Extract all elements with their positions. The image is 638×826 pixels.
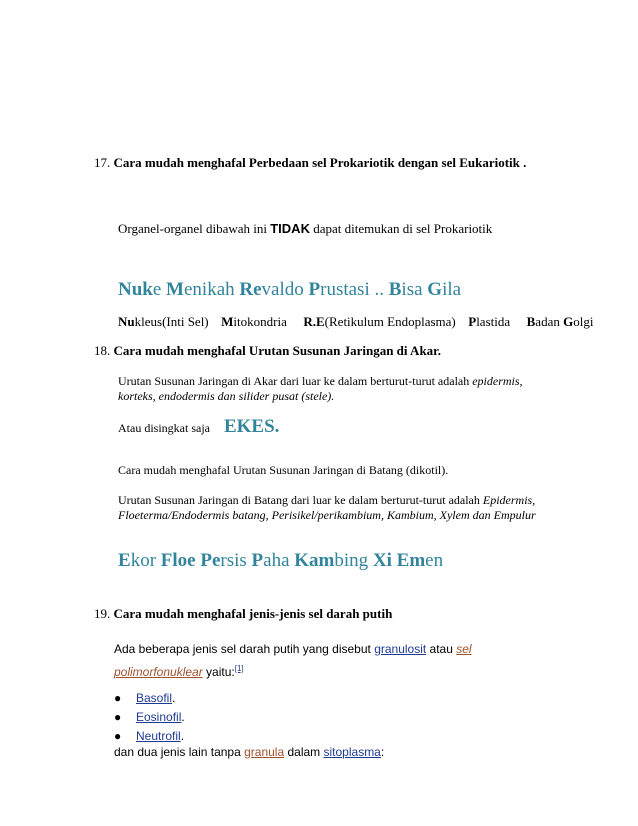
link-basofil[interactable]: Basofil <box>136 691 173 705</box>
intro-text: yaitu: <box>202 665 235 679</box>
link-sel-polimorfonuklear[interactable]: sel <box>456 642 472 656</box>
batang-paragraph <box>118 493 536 523</box>
abbreviation-word: EKES. <box>223 416 280 437</box>
organel-initial: R.E <box>303 314 325 329</box>
link-eosinofil[interactable]: Eosinofil <box>136 710 182 724</box>
paragraph-italic: Epidermis, <box>482 493 536 507</box>
mnemonic-part: E <box>118 550 131 571</box>
abbreviation-line <box>118 416 279 438</box>
mnemonic-part: Em <box>396 550 426 571</box>
paragraph-text: Urutan Susunan Jaringan di Batang dari luar ke dalam berturut-turut adalah <box>118 493 483 507</box>
paragraph-italic: epidermis, <box>472 374 523 388</box>
mnemonic-part: rsis <box>220 550 252 571</box>
mnemonic-part: B <box>388 279 402 300</box>
intro-text: Ada beberapa jenis sel darah putih yang disebut <box>114 642 375 656</box>
intro-text-end: dapat ditemukan di sel Prokariotik <box>309 221 493 236</box>
bullet-icon: ● <box>114 729 122 743</box>
link-neutrofil[interactable]: Neutrofil <box>136 729 181 743</box>
link-granulosit[interactable]: granulosit <box>374 642 427 656</box>
section-number: 18. <box>94 343 111 358</box>
paragraph-italic: korteks, endodermis dan silider pusat (stele). <box>118 389 335 403</box>
abbreviation-label: Atau disingkat saja <box>118 421 210 435</box>
organel-rest: olgi <box>573 314 594 329</box>
list-item <box>114 689 185 708</box>
batang-heading <box>118 463 448 478</box>
mnemonic-part: Pe <box>200 550 221 571</box>
mnemonic-batang <box>118 550 443 572</box>
mnemonic-part: Nuk <box>118 279 153 300</box>
organel-initial: P <box>468 314 477 329</box>
mnemonic-part: aha <box>263 550 295 571</box>
mnemonic-part: Kam <box>294 550 335 571</box>
intro-text: Organel-organel dibawah ini <box>118 221 271 236</box>
mnemonic-part: isa <box>401 279 428 300</box>
mnemonic-part: Xi <box>372 550 397 571</box>
intro-text: atau <box>426 642 457 656</box>
organel-rest: kleus(Inti Sel) <box>134 314 209 329</box>
agranulocyte-line <box>114 745 384 759</box>
list-item <box>114 727 185 746</box>
organel-initial: G <box>563 314 574 329</box>
list-item-tail: . <box>180 729 185 743</box>
bullet-icon: ● <box>114 710 122 724</box>
paragraph-text: dan dua jenis lain tanpa <box>114 745 245 759</box>
leukocyte-intro <box>114 639 472 682</box>
section-17-heading <box>94 155 526 171</box>
link-granula[interactable]: granula <box>244 745 285 759</box>
mnemonic-part: bing <box>334 550 373 571</box>
organel-initial: Nu <box>118 314 135 329</box>
section-18-heading <box>94 343 441 359</box>
list-item <box>114 708 185 727</box>
organel-rest: itokondria <box>233 314 287 329</box>
mnemonic-part: ila <box>442 279 462 300</box>
organel-list <box>118 314 593 330</box>
heading-text: Cara mudah menghafal Urutan Susunan Jaringan di Akar. <box>113 343 441 358</box>
reference-link[interactable]: [1] <box>234 664 244 673</box>
paragraph-text: : <box>380 745 385 759</box>
mnemonic-part: P <box>308 279 321 300</box>
mnemonic-part: M <box>166 279 184 300</box>
heading-text: Cara mudah menghafal Perbedaan sel Prokariotik dengan sel Eukariotik . <box>113 155 527 170</box>
mnemonic-organel <box>118 279 461 301</box>
organel-initial: B <box>526 314 536 329</box>
mnemonic-part: rustasi .. <box>320 279 389 300</box>
paragraph-text: Urutan Susunan Jaringan di Akar dari luar ke dalam berturut-turut adalah <box>118 374 473 388</box>
paragraph-text: dalam <box>284 745 324 759</box>
bullet-icon: ● <box>114 691 122 705</box>
mnemonic-part: Re <box>239 279 262 300</box>
section-19-heading <box>94 606 392 622</box>
emphasis-tidak: TIDAK <box>270 221 310 236</box>
link-sitoplasma[interactable]: sitoplasma <box>323 745 381 759</box>
akar-paragraph <box>118 374 523 404</box>
section-number: 19. <box>94 606 111 621</box>
mnemonic-part: G <box>427 279 443 300</box>
organel-initial: M <box>221 314 234 329</box>
mnemonic-part: e <box>152 279 167 300</box>
section-17-intro <box>118 221 492 237</box>
mnemonic-part: Floe <box>160 550 201 571</box>
organel-rest: (Retikulum Endoplasma) <box>324 314 456 329</box>
leukocyte-bullets <box>114 689 185 746</box>
mnemonic-part: valdo <box>261 279 309 300</box>
paragraph-italic: Floeterma/Endodermis batang, Perisikel/perikambium, Kambium, Xylem dan Empulur <box>118 508 536 522</box>
paragraph-text: Cara mudah menghafal Urutan Susunan Jaringan di Batang (dikotil). <box>118 463 449 477</box>
mnemonic-part: enikah <box>183 279 240 300</box>
section-number: 17. <box>94 155 111 170</box>
mnemonic-part: en <box>425 550 444 571</box>
link-sel-polimorfonuklear[interactable]: polimorfonuklear <box>114 665 203 679</box>
mnemonic-part: kor <box>130 550 161 571</box>
mnemonic-part: P <box>251 550 264 571</box>
list-item-tail: . <box>172 691 176 705</box>
organel-rest: lastida <box>476 314 511 329</box>
list-item-tail: . <box>181 710 185 724</box>
heading-text: Cara mudah menghafal jenis-jenis sel darah putih <box>113 606 393 621</box>
organel-rest: adan <box>535 314 564 329</box>
